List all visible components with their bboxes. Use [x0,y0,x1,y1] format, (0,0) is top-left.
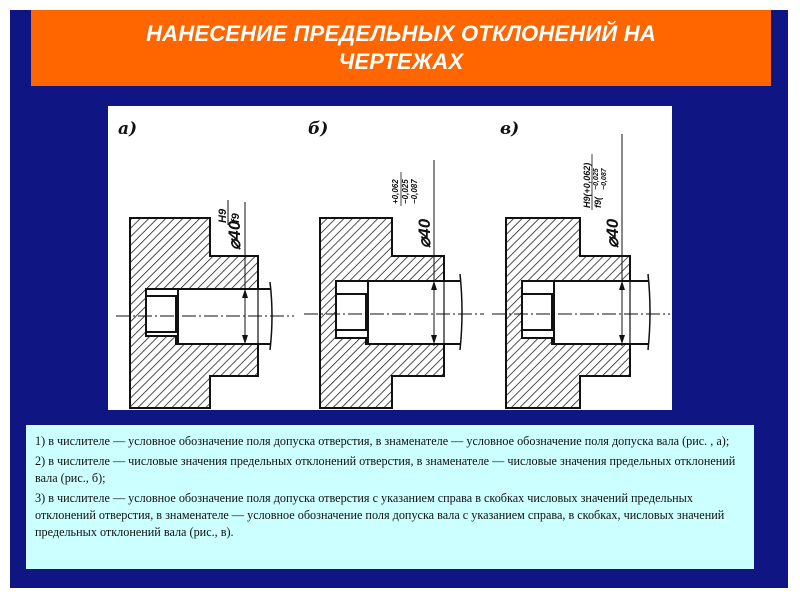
panel-a-upper-tolerance: H9 [217,208,229,223]
panel-b-diameter: ⌀40 [415,218,434,248]
panel-b-bore-insert [336,294,366,330]
panel-c-shaft [554,281,648,344]
panel-c-lower-deviation-2: −0,087 [601,168,608,190]
panel-b-label: б) [308,119,329,139]
panel-a-lower-tolerance: f9 [230,213,242,223]
panel-c-label: в) [500,119,520,139]
panel-a-bore-insert [146,296,176,332]
slide-title-line-1: НАНЕСЕНИЕ ПРЕДЕЛЬНЫХ ОТКЛОНЕНИЙ НА [146,21,656,46]
panel-a-diameter: ⌀40 [225,220,244,250]
panel-b [304,119,484,408]
panel-a-label: а) [118,119,138,139]
panel-b-lower-deviation-2: −0,087 [410,179,419,204]
description-item-2: 2) в числителе — числовые значения предельных отклонений отверстия, в знаменателе — числовые значения предельных отклонений вала (рис., б); [35,454,736,485]
panel-b-lower-deviation-1: −0,025 [401,179,410,204]
panel-c-lower-deviation-1: −0,025 [593,168,600,190]
description-item-1: 1) в числителе — условное обозначение поля допуска отверстия, в знаменателе — условное обозначение поля допуска вала (рис. , а); [35,434,730,448]
panel-c-diameter: ⌀40 [603,218,622,248]
panel-c-upper-tolerance: H9(+0,062) [582,162,592,208]
panel-c [492,119,670,408]
panel-c-bore-insert [522,294,552,330]
panel-c-break-line [648,274,650,350]
panel-a [116,119,294,408]
drawing-svg [108,106,672,410]
slide-title-line-2: ЧЕРТЕЖАХ [338,49,464,74]
description-item-3: 3) в числителе — условное обозначение поля допуска отверстия с указанием справа в скобках числовых значений предельных отклонений отверстия, в знаменателе — условное обозначение поля допуска вала с указанием справа, в скобках, числовых значений предельных отклонений вала (рис., в). [35,491,725,539]
panel-b-upper-deviation: +0,062 [391,179,400,204]
title-bar [31,10,771,86]
panel-b-shaft [368,281,460,344]
panel-b-break-line [460,274,462,350]
description-box [26,425,754,569]
drawing-figure [108,106,672,410]
panel-c-lower-tolerance: f9( [593,197,603,208]
